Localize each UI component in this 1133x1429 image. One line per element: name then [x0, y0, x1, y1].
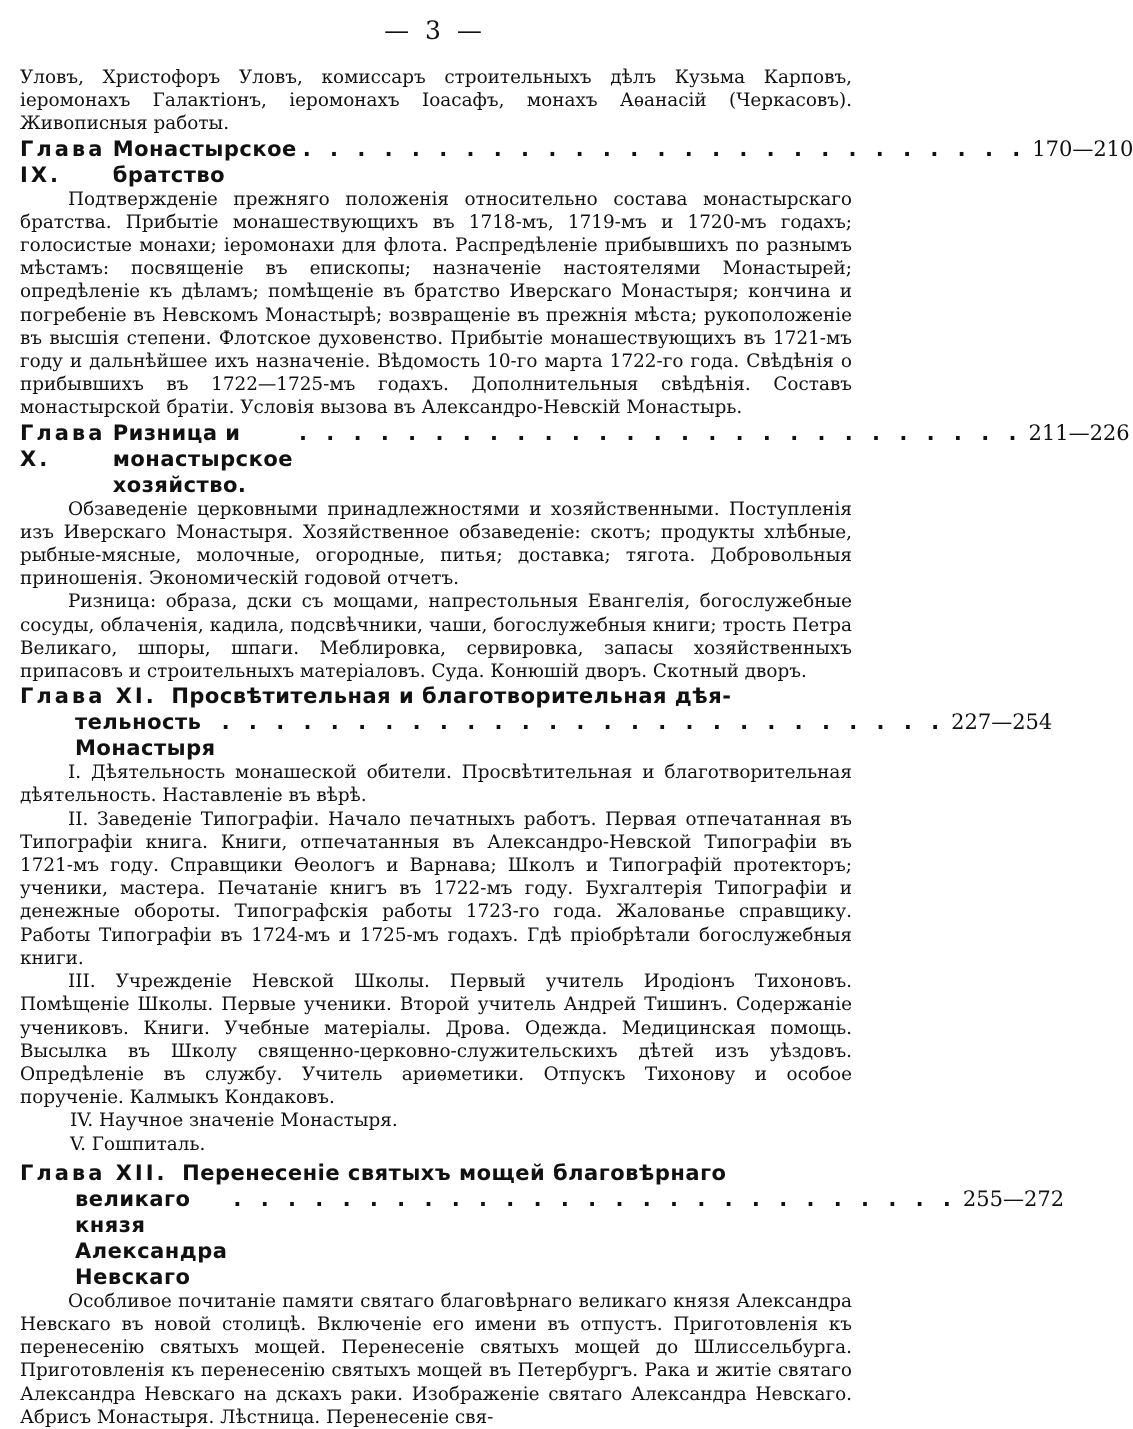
chapter-title: Монастырское братство	[112, 136, 297, 187]
chapter-title-continued: великаго князя Александра Невскаго	[75, 1186, 228, 1289]
page-range: 170—210	[1032, 136, 1133, 161]
page-range: 227—254	[951, 710, 1053, 735]
page-range: 255—272	[962, 1186, 1065, 1211]
chapter-subitem: V. Гошпиталь.	[70, 1133, 206, 1155]
chapter-heading	[20, 136, 1133, 188]
chapter-paragraph: II. Заведеніе Типографіи. Начало печатныхъ работъ. Первая отпечатанная въ Типографіи книга. Книги, отпечатанныя въ Александро-Невской Типографіи въ 1721-мъ году. Справщики Ѳеологъ и Варнава; Школъ и Типографій протекторъ; ученики, мастера. Печатаніе книгъ въ 1722-мъ году. Бухгалтерія Типографіи и денежные обороты. Типографскія работы 1723-го года. Жалованье справщику. Работы Типографіи въ 1724-мъ и 1725-мъ годахъ. Гдѣ пріобрѣтали богослужебныя книги.	[20, 808, 852, 969]
chapter-label: Глава XII.	[20, 1160, 168, 1185]
chapter-title: Перенесеніе святыхъ мощей благовѣрнаго	[182, 1160, 727, 1185]
page-range: 211—226	[1028, 420, 1130, 445]
page-number: — 3 —	[384, 16, 486, 45]
chapter-subitem: IV. Научное значеніе Монастыря.	[70, 1110, 398, 1132]
chapter-title-continued: тельность Монастыря	[75, 710, 216, 761]
chapter-label: Глава IX.	[20, 136, 106, 187]
chapter-paragraph: III. Учрежденіе Невской Школы. Первый учитель Иродіонъ Тихоновъ. Помѣщеніе Школы. Первые ученики. Второй учитель Андрей Тишинъ. Содержаніе учениковъ. Книги. Учебные матеріалы. Дрова. Одежда. Медицинская помощь. Высылка въ Школу священно-церковно-служительскихъ дѣтей изъ уѣздовъ. Опредѣленіе въ службу. Учитель ариѳметики. Отпускъ Тихонову и особое порученіе. Калмыкъ Кондаковъ.	[20, 971, 852, 1109]
intro-paragraph: Уловъ, Христофоръ Уловъ, комиссаръ строительныхъ дѣлъ Кузьма Карповъ, іеромонахъ Галактіонъ, іеромонахъ Іоасафъ, монахъ Аѳанасій (Черкасовъ). Живописныя работы.	[20, 67, 852, 135]
chapter-title: Ризница и монастырское хозяйство.	[112, 420, 294, 497]
dot-leader: . . . . . . . . . . . . . . . . . . . . . . . . . . .	[233, 1186, 957, 1211]
chapter-heading-continued	[20, 1186, 1065, 1290]
dot-leader: . . . . . . . . . . . . . . . . . . . . . . . . . . .	[221, 710, 946, 735]
chapter-paragraph: Ризница: образа, дски съ мощами, напрестольныя Евангелія, богослужебные сосуды, облаченія, кадила, подсвѣчники, чаши, богослужебныя книги; трость Петра Великаго, шпоры, шпаги. Меблировка, сервировка, запасы хозяйственныхъ припасовъ и строительныхъ матеріаловъ. Суда. Конюшій дворъ. Скотный дворъ.	[20, 591, 852, 683]
chapter-9	[20, 136, 1133, 420]
chapter-heading-continued	[20, 709, 1053, 761]
chapter-paragraph: Особливое почитаніе памяти святаго благовѣрнаго великаго князя Александра Невскаго въ новой столицѣ. Включеніе его имени въ отпустъ. Приготовленія къ перенесенію святыхъ мощей. Перенесеніе святыхъ мощей до Шлиссельбурга. Приготовленія къ перенесенію святыхъ мощей въ Петербургъ. Рака и житіе святаго Александра Невскаго на дскахъ раки. Изображеніе святаго Александра Невскаго. Абрисъ Монастыря. Лѣстница. Перенесеніе свя-	[20, 1290, 852, 1428]
chapter-paragraph: Обзаведеніе церковными принадлежностями и хозяйственными. Поступленія изъ Иверскаго Монастыря. Хозяйственное обзаведеніе: скотъ; продукты хлѣбные, рыбные-мясные, молочные, огородные, питья; доставка; тягота. Добровольныя приношенія. Экономическій годовой отчетъ.	[20, 498, 852, 590]
chapter-12	[20, 1160, 1065, 1429]
chapter-title: Просвѣтительная и благотворительная дѣя-	[171, 684, 732, 709]
dot-leader: . . . . . . . . . . . . . . . . . . . . . . . . . . .	[302, 136, 1027, 161]
chapter-paragraph: Подтвержденіе прежняго положенія относительно состава монастырскаго братства. Прибытіе монашествующихъ въ 1718-мъ, 1719-мъ и 1720-мъ годахъ; голосистые монахи; іеромонахи для флота. Распредѣленіе прибывшихъ по разнымъ мѣстамъ: посвященіе въ епископы; назначеніе настоятелями Монастырей; опредѣленіе къ дѣламъ; помѣщеніе въ братство Иверскаго Монастыря; кончина и погребеніе въ Невскомъ Монастырѣ; возвращеніе въ прежнія мѣста; рукоположеніе въ высшія степени. Флотское духовенство. Прибытіе монашествующихъ въ 1721-мъ году и дальнѣйшее ихъ назначеніе. Вѣдомость 10-го марта 1722-го года. Свѣдѣнія о прибывшихъ въ 1722—1725-мъ годахъ. Дополнительныя свѣдѣнія. Составъ монастырской братіи. Условія вызова въ Александро-Невскій Монастырь.	[20, 188, 852, 419]
dot-leader: . . . . . . . . . . . . . . . . . . . . . . . . . . .	[299, 420, 1023, 445]
chapter-heading	[20, 420, 1130, 498]
chapter-heading	[20, 683, 852, 709]
chapter-heading	[20, 1160, 852, 1186]
chapter-label: Глава XI.	[20, 684, 157, 709]
chapter-11	[20, 683, 1053, 1155]
chapter-label: Глава X.	[20, 420, 106, 471]
page-body	[20, 66, 1133, 1429]
chapter-paragraph: I. Дѣятельность монашеской обители. Просвѣтительная и благотворительная дѣятельность. Наставленіе въ вѣрѣ.	[20, 762, 852, 807]
chapter-10	[20, 420, 1130, 684]
